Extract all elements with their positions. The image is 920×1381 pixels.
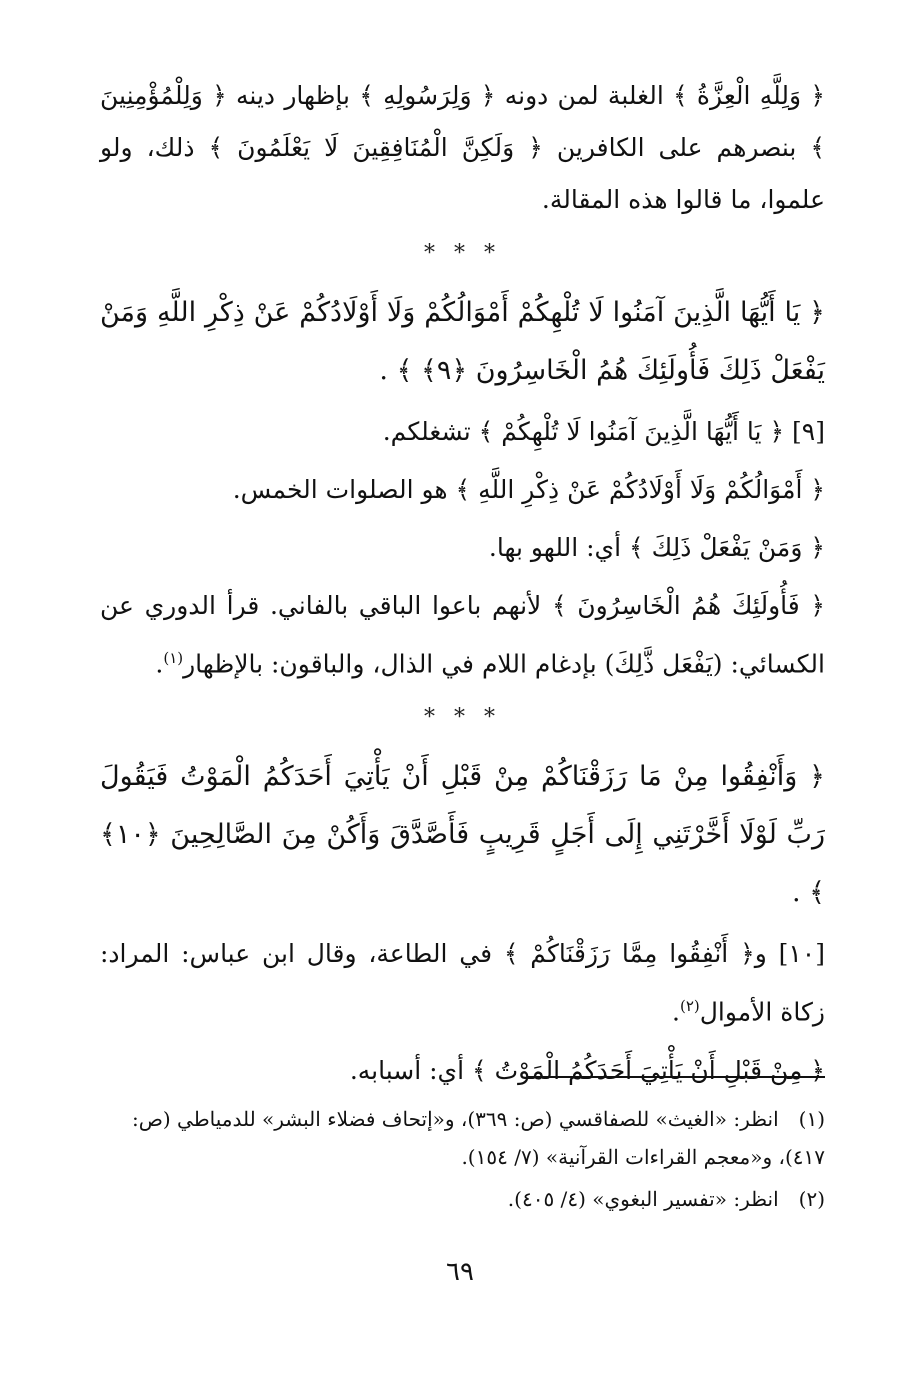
- paragraph-5: [100, 580, 825, 690]
- verse-9: ﴿ يَا أَيُّهَا الَّذِينَ آمَنُوا لَا تُلْهِكُمْ أَمْوَالُكُمْ وَلَا أَوْلَادُكُمْ عَنْ ذِكْرِ اللَّهِ وَمَنْ يَفْعَلْ ذَلِكَ فَأُولَئِكَ هُمُ الْخَاسِرُونَ ﴿٩﴾ ﴾ .: [100, 297, 825, 386]
- footnote-ref-1[interactable]: (١): [163, 649, 184, 667]
- verse-10: ﴿ وَأَنْفِقُوا مِنْ مَا رَزَقْنَاكُمْ مِنْ قَبْلِ أَنْ يَأْتِيَ أَحَدَكُمُ الْمَوْتُ فَيَقُولَ رَبِّ لَوْلَا أَخَّرْتَنِي إِلَى أَجَلٍ قَرِيبٍ فَأَصَّدَّقَ وَأَكُنْ مِنَ الصَّالِحِينَ ﴿١٠﴾ ﴾ .: [100, 761, 825, 909]
- footnote-2-text: انظر: «تفسير البغوي» (٤/ ٤٠٥).: [507, 1187, 779, 1211]
- section-separator: * * *: [424, 705, 501, 731]
- paragraph-6: [100, 928, 825, 1038]
- footnote-2: [100, 1180, 825, 1218]
- page-number: ٦٩: [446, 1257, 474, 1287]
- paragraph-3: ﴿ أَمْوَالُكُمْ وَلَا أَوْلَادُكُمْ عَنْ ذِكْرِ اللَّهِ ﴾ هو الصلوات الخمس.: [232, 475, 825, 504]
- footnotes: [100, 1100, 825, 1222]
- footnote-1-text: انظر: «الغيث» للصفاقسي (ص: ٣٦٩)، و«إتحاف فضلاء البشر» للدمياطي (ص: ٤١٧)، و«معجم القراءات القرآنية» (٧/ ١٥٤).: [131, 1107, 825, 1169]
- footnote-1-number: (١): [798, 1107, 825, 1131]
- footnote-2-number: (٢): [798, 1187, 825, 1211]
- paragraph-5-text: ﴿ فَأُولَئِكَ هُمُ الْخَاسِرُونَ ﴾ لأنهم باعوا الباقي بالفاني. قرأ الدوري عن الكسائي: (يَفْعَل ذَّلِكَ) بإدغام اللام في الذال، والباقون: بالإظهار: [100, 591, 825, 679]
- paragraph-1: ﴿ وَلِلَّهِ الْعِزَّةُ ﴾ الغلبة لمن دونه ﴿ وَلِرَسُولِهِ ﴾ بإظهار دينه ﴿ وَلِلْمُؤْمِنِينَ ﴾ بنصرهم على الكافرين ﴿ وَلَكِنَّ الْمُنَافِقِينَ لَا يَعْلَمُونَ ﴾ ذلك، ولو علموا، ما قالوا هذه المقالة.: [100, 81, 825, 214]
- footnote-divider: [527, 1076, 825, 1078]
- paragraph-5-end: .: [155, 649, 164, 679]
- paragraph-7: ﴿ مِنْ قَبْلِ أَنْ يَأْتِيَ أَحَدَكُمُ الْمَوْتُ ﴾ أي: أسبابه.: [349, 1055, 825, 1085]
- paragraph-6-end: .: [672, 997, 680, 1027]
- paragraph-2: [٩] ﴿ يَا أَيُّهَا الَّذِينَ آمَنُوا لَا تُلْهِكُمْ ﴾ تشغلكم.: [382, 417, 825, 446]
- paragraph-6-text: [١٠] و﴿ أَنْفِقُوا مِمَّا رَزَقْنَاكُمْ ﴾ في الطاعة، وقال ابن عباس: المراد: زكاة الأموال: [100, 939, 825, 1027]
- paragraph-4: ﴿ وَمَنْ يَفْعَلْ ذَلِكَ ﴾ أي: اللهو بها.: [488, 533, 825, 562]
- footnote-1: [100, 1100, 825, 1176]
- page-body: [100, 70, 825, 1103]
- section-separator: * * *: [424, 241, 501, 266]
- footnote-ref-2[interactable]: (٢): [679, 997, 700, 1016]
